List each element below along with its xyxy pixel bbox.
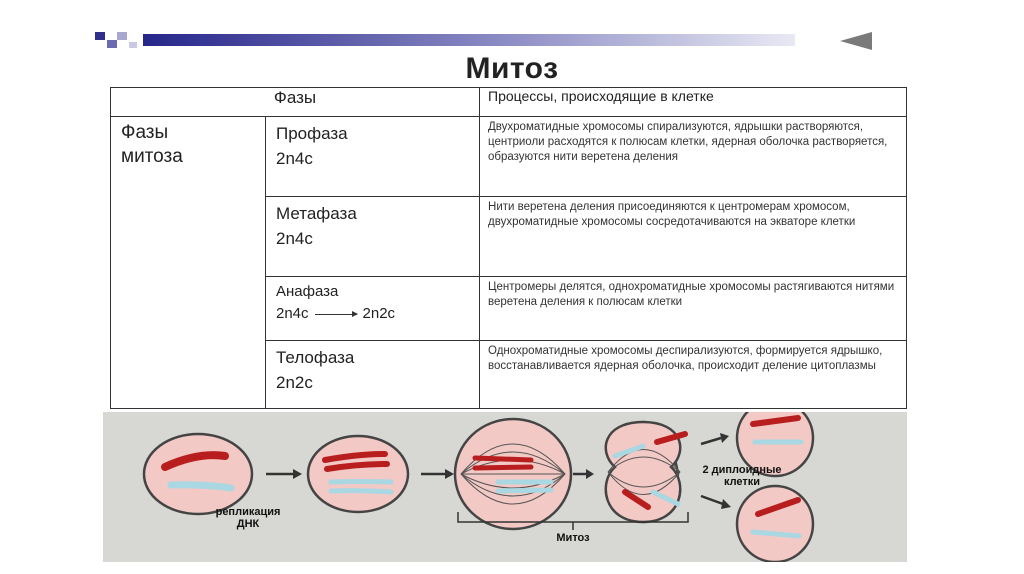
- arrow-right-icon: [315, 314, 357, 315]
- label-mitosis: Митоз: [556, 532, 590, 544]
- table-row: [111, 117, 907, 197]
- mitosis-illustration: [103, 412, 907, 562]
- phase-name: Метафаза: [276, 204, 357, 223]
- group-label: Фазы митоза: [111, 117, 266, 409]
- back-arrow-icon[interactable]: [838, 30, 874, 52]
- slide-title: Митоз: [465, 52, 559, 85]
- phase-formula: 2n4c: [276, 149, 313, 168]
- phase-formula: 2n4c: [276, 229, 313, 248]
- header-processes: Процессы, происходящие в клетке: [480, 88, 907, 117]
- phase-cell: [266, 341, 480, 409]
- phase-name: Профаза: [276, 124, 348, 143]
- formula-from: 2n4c: [276, 305, 309, 322]
- table-header-row: [111, 88, 907, 117]
- label-two-diploid-cells: 2 диплоидные клетки: [702, 464, 782, 488]
- phase-cell: [266, 197, 480, 277]
- mitosis-table: [110, 87, 907, 409]
- phase-cell: [266, 117, 480, 197]
- phase-name: Анафаза: [276, 283, 339, 300]
- header-phases: Фазы: [111, 88, 480, 117]
- formula-to: 2n2c: [362, 305, 396, 322]
- phase-description: Двухроматидные хромосомы спирализуются, ядрышки растворяются, центриоли расходятся к полюсам клетки, ядерная оболочка растворяется, образуются нити веретена деления: [480, 117, 907, 197]
- header-decoration: [95, 30, 795, 52]
- phase-description: Однохроматидные хромосомы деспирализуются, формируется ядрышко, восстанавливается ядерная оболочка, происходит деление цитоплазмы: [480, 341, 907, 409]
- phase-formula-transition: [276, 303, 479, 325]
- phase-description: Нити веретена деления присоединяются к центромерам хромосом, двухроматидные хромосомы сосредотачиваются на экваторе клетки: [480, 197, 907, 277]
- label-dna-replication: репликация ДНК: [215, 506, 281, 530]
- phase-name: Телофаза: [276, 348, 355, 367]
- phase-description: Центромеры делятся, однохроматидные хромосомы растягиваются нитями веретена деления к полюсам клетки: [480, 277, 907, 341]
- phase-cell: [266, 277, 480, 341]
- phase-formula: 2n2c: [276, 373, 313, 392]
